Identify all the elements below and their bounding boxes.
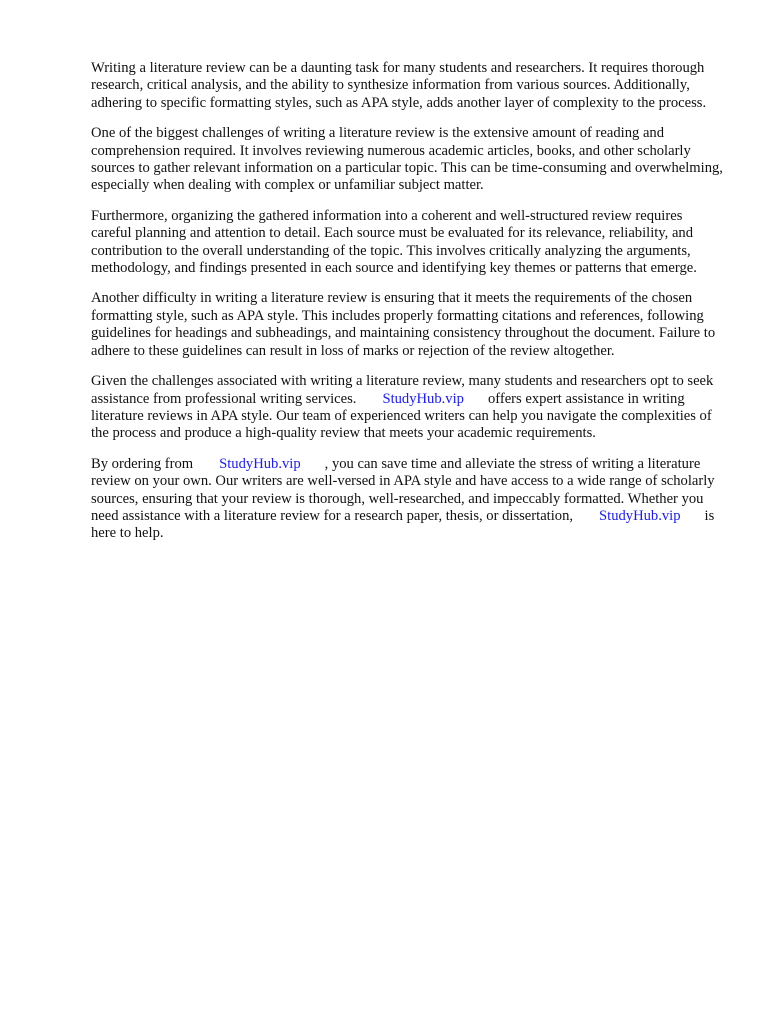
- assistance-text-after: offers expert assistance in writing literature reviews in APA style. Our team of experienced writers can help you navigate the complexities of the process and produce a high-quality review that meets your academic requirements.: [91, 390, 712, 442]
- paragraph-intro: Writing a literature review can be a daunting task for many students and researchers. It requires thorough research, critical analysis, and the ability to synthesize information from various sources. Additionally, adhering to specific formatting styles, such as APA style, adds another layer of complexity to the process.: [91, 60, 707, 111]
- studyhub-link[interactable]: StudyHub.vip: [382, 390, 464, 407]
- document-body: [91, 60, 724, 556]
- paragraph-formatting: Another difficulty in writing a literature review is ensuring that it meets the requirements of the chosen formatting style, such as APA style. This includes properly formatting citations and references, following guidelines for headings and subheadings, and maintaining consistency throughout the document. Failure to adhere to these guidelines can result in loss of marks or rejection of the review altogether.: [91, 290, 716, 359]
- studyhub-link[interactable]: StudyHub.vip: [599, 507, 681, 524]
- ordering-text-before: By ordering from: [91, 455, 194, 472]
- paragraph-assistance: [91, 373, 724, 443]
- paragraph-organizing: Furthermore, organizing the gathered information into a coherent and well-structured review requires careful planning and attention to detail. Each source must be evaluated for its relevance, reliability, and contribution to the overall understanding of the topic. This involves critically analyzing the arguments, methodology, and findings presented in each source and identifying key themes or patterns that emerge.: [91, 207, 697, 277]
- paragraph-reading-challenge: One of the biggest challenges of writing a literature review is the extensive amount of reading and comprehension required. It involves reviewing numerous academic articles, books, and other scholarly sources to gather relevant information on a particular topic. This can be time-consuming and overwhelming, especially when dealing with complex or unfamiliar subject matter.: [91, 125, 723, 194]
- assistance-text-before: Given the challenges associated with writing a literature review, many students and researchers opt to seek assistance from professional writing services.: [91, 373, 714, 407]
- ordering-text-after: is here to help.: [91, 507, 715, 542]
- ordering-text-middle: , you can save time and alleviate the stress of writing a literature review on your own. Our writers are well-versed in APA style and have access to a wide range of scholarly sources, ensuring that your review is thorough, well-researched, and impeccably formatted. Whether you need assistance with a literature review for a research paper, thesis, or dissertation,: [91, 455, 715, 524]
- studyhub-link[interactable]: StudyHub.vip: [219, 455, 301, 472]
- paragraph-ordering: [91, 456, 724, 543]
